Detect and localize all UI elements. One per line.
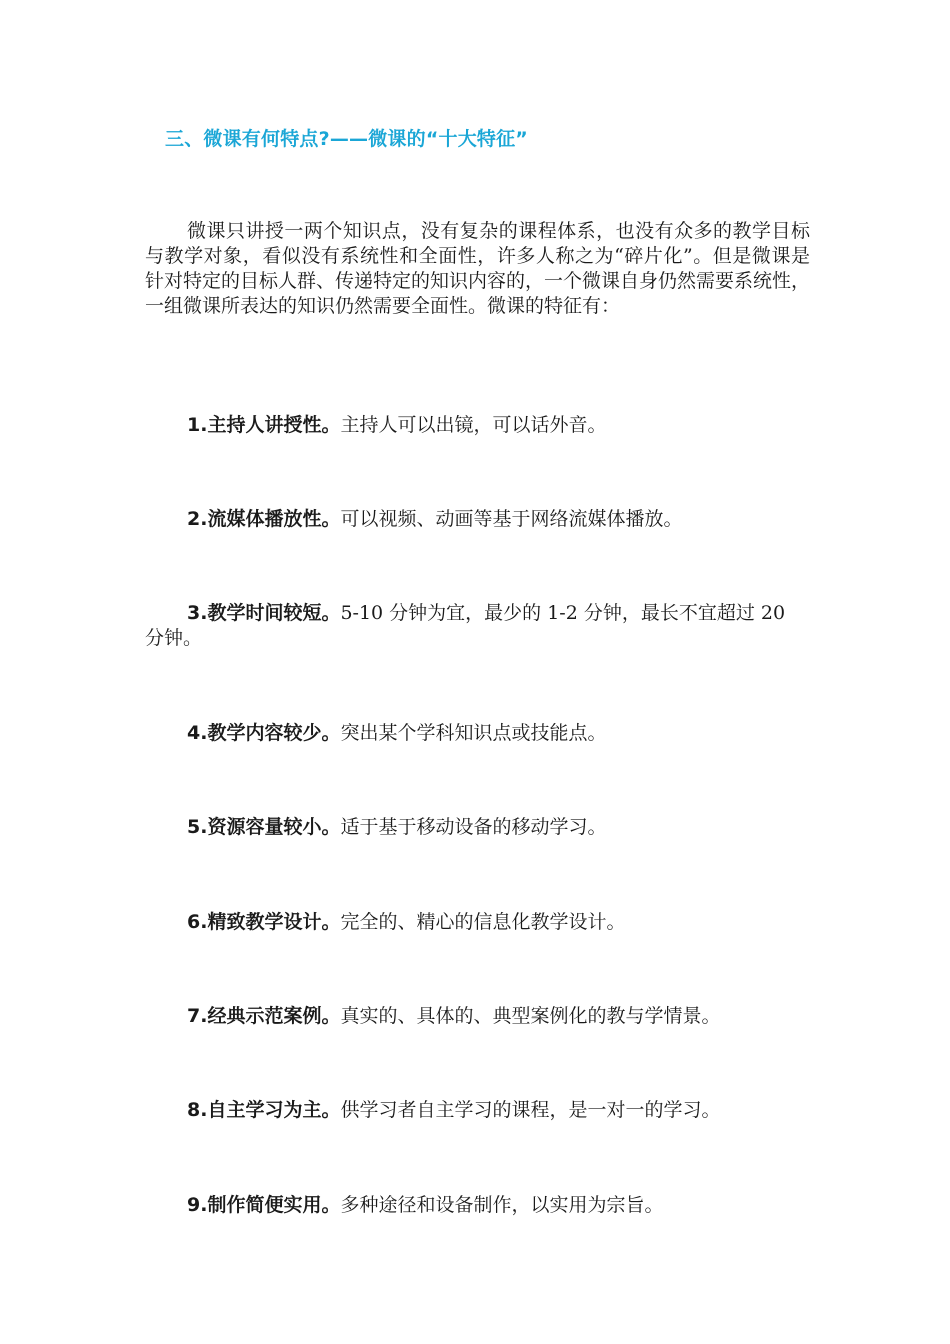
- feature-item-9: [145, 1193, 810, 1218]
- feature-description: 主持人可以出镜，可以话外音。: [340, 414, 607, 436]
- feature-description: 完全的、精心的信息化教学设计。: [340, 911, 626, 933]
- feature-description: 可以视频、动画等基于网络流媒体播放。: [340, 508, 683, 530]
- feature-description: 真实的、具体的、典型案例化的教与学情景。: [340, 1005, 721, 1027]
- section-heading: 三、微课有何特点?——微课的“十大特征”: [165, 128, 528, 150]
- feature-item-4: [145, 721, 810, 746]
- feature-item-2: [145, 507, 810, 532]
- feature-item-7: [145, 1004, 810, 1029]
- feature-title: 4.教学内容较少。: [187, 722, 341, 744]
- feature-description: 供学习者自主学习的课程，是一对一的学习。: [340, 1099, 721, 1121]
- feature-item-1: [145, 413, 810, 438]
- feature-title: 7.经典示范案例。: [187, 1005, 341, 1027]
- feature-item-3: [145, 601, 810, 651]
- feature-description: 5-10 分钟为宜，最少的 1-2 分钟，最长不宜超过 20 分钟。: [145, 602, 786, 649]
- intro-paragraph: 微课只讲授一两个知识点，没有复杂的课程体系，也没有众多的教学目标与教学对象，看似没有系统性和全面性，许多人称之为“碎片化”。但是微课是针对特定的目标人群、传递特定的知识内容的，一个微课自身仍然需要系统性，一组微课所表达的知识仍然需要全面性。微课的特征有：: [145, 220, 811, 317]
- feature-title: 2.流媒体播放性。: [187, 508, 341, 530]
- feature-title: 1.主持人讲授性。: [187, 414, 341, 436]
- feature-description: 多种途径和设备制作，以实用为宗旨。: [340, 1194, 664, 1216]
- feature-title: 6.精致教学设计。: [187, 911, 341, 933]
- feature-title: 9.制作简便实用。: [187, 1194, 341, 1216]
- feature-title: 3.教学时间较短。: [187, 602, 341, 624]
- feature-item-5: [145, 815, 810, 840]
- feature-item-6: [145, 910, 810, 935]
- feature-description: 突出某个学科知识点或技能点。: [340, 722, 607, 744]
- feature-title: 5.资源容量较小。: [187, 816, 341, 838]
- feature-item-8: [145, 1098, 810, 1123]
- feature-description: 适于基于移动设备的移动学习。: [340, 816, 607, 838]
- feature-title: 8.自主学习为主。: [187, 1099, 341, 1121]
